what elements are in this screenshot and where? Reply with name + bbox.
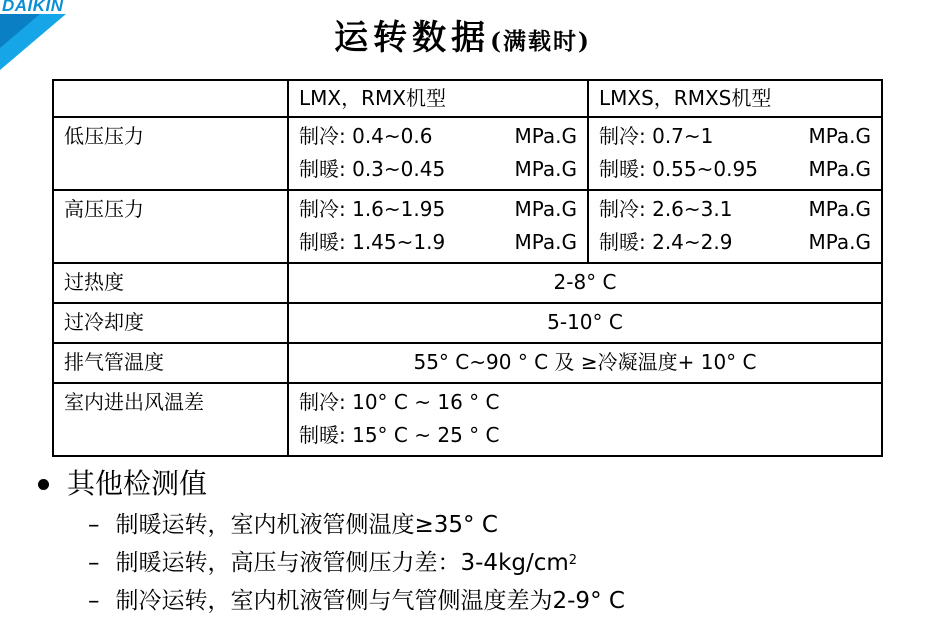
value-line: 制冷: 10° C ~ 16 ° C — [299, 390, 500, 414]
value-line — [599, 226, 871, 259]
table-row-discharge-temp — [53, 343, 882, 383]
value-cell: 2-8° C — [288, 263, 882, 303]
value-cell — [288, 190, 588, 263]
mode-value: 制暖: 0.55~0.95 — [599, 157, 758, 181]
value-line — [599, 120, 871, 153]
title-main: 运转数据 — [334, 18, 491, 58]
value-line — [599, 153, 871, 186]
unit-label: MPa.G — [808, 124, 871, 148]
table-row-indoor-air-temp-diff — [53, 383, 882, 456]
list-item — [88, 582, 625, 620]
value-cell — [588, 117, 882, 190]
superscript-2: 2 — [568, 553, 578, 568]
mode-value: 制冷: 0.7~1 — [599, 124, 714, 148]
bullet-main-text: 其他检测值 — [67, 467, 208, 500]
value-cell: 5-10° C — [288, 303, 882, 343]
value-line — [299, 226, 577, 259]
mode-value: 制暖: 2.4~2.9 — [599, 230, 733, 254]
unit-label: MPa.G — [808, 197, 871, 221]
dash-icon: – — [88, 550, 100, 576]
mode-value: 制冷: 1.6~1.95 — [299, 197, 446, 221]
value-line — [299, 120, 577, 153]
list-item — [88, 506, 625, 544]
unit-label: MPa.G — [514, 230, 577, 254]
mode-value: 制暖: 0.3~0.45 — [299, 157, 446, 181]
bullet-main — [30, 462, 625, 506]
title-subtitle: (满载时) — [490, 28, 591, 55]
header-cell-lmxs: LMXS，RMXS机型 — [588, 80, 882, 117]
header-cell-empty — [53, 80, 288, 117]
table-row-superheat — [53, 263, 882, 303]
mode-value: 制冷: 0.4~0.6 — [299, 124, 433, 148]
table-header-row — [53, 80, 882, 117]
list-item — [88, 544, 625, 582]
list-item-text: 制暖运转，室内机液管侧温度≥35° C — [115, 512, 498, 538]
unit-label: MPa.G — [808, 157, 871, 181]
row-label: 低压压力 — [53, 117, 288, 190]
other-values-list — [30, 462, 625, 620]
mode-value: 制冷: 2.6~3.1 — [599, 197, 733, 221]
table-row-low-pressure — [53, 117, 882, 190]
value-line: 制暖: 15° C ~ 25 ° C — [299, 423, 500, 447]
unit-label: MPa.G — [514, 197, 577, 221]
mode-value: 制暖: 1.45~1.9 — [299, 230, 446, 254]
table-row-subcooling — [53, 303, 882, 343]
value-cell — [588, 190, 882, 263]
row-label: 排气管温度 — [53, 343, 288, 383]
table-row-high-pressure — [53, 190, 882, 263]
row-label: 高压压力 — [53, 190, 288, 263]
value-line — [299, 153, 577, 186]
list-item-text: 制暖运转，高压与液管侧压力差：3-4kg/cm — [115, 550, 569, 576]
row-label: 过热度 — [53, 263, 288, 303]
value-cell: 55° C~90 ° C 及 ≥冷凝温度+ 10° C — [288, 343, 882, 383]
unit-label: MPa.G — [808, 230, 871, 254]
list-item-text: 制冷运转，室内机液管侧与气管侧温度差为2-9° C — [115, 588, 625, 614]
daikin-logo-text: DAIKIN — [2, 0, 64, 15]
value-line — [299, 193, 577, 226]
unit-label: MPa.G — [514, 157, 577, 181]
operating-data-table — [52, 79, 883, 457]
row-label: 室内进出风温差 — [53, 383, 288, 456]
page-title — [0, 10, 925, 59]
header-cell-lmx: LMX，RMX机型 — [288, 80, 588, 117]
value-cell — [288, 383, 882, 456]
dash-icon: – — [88, 588, 100, 614]
value-cell — [288, 117, 588, 190]
row-label: 过冷却度 — [53, 303, 288, 343]
value-line — [599, 193, 871, 226]
unit-label: MPa.G — [514, 124, 577, 148]
dash-icon: – — [88, 512, 100, 538]
bullet-dot-icon — [38, 479, 49, 490]
